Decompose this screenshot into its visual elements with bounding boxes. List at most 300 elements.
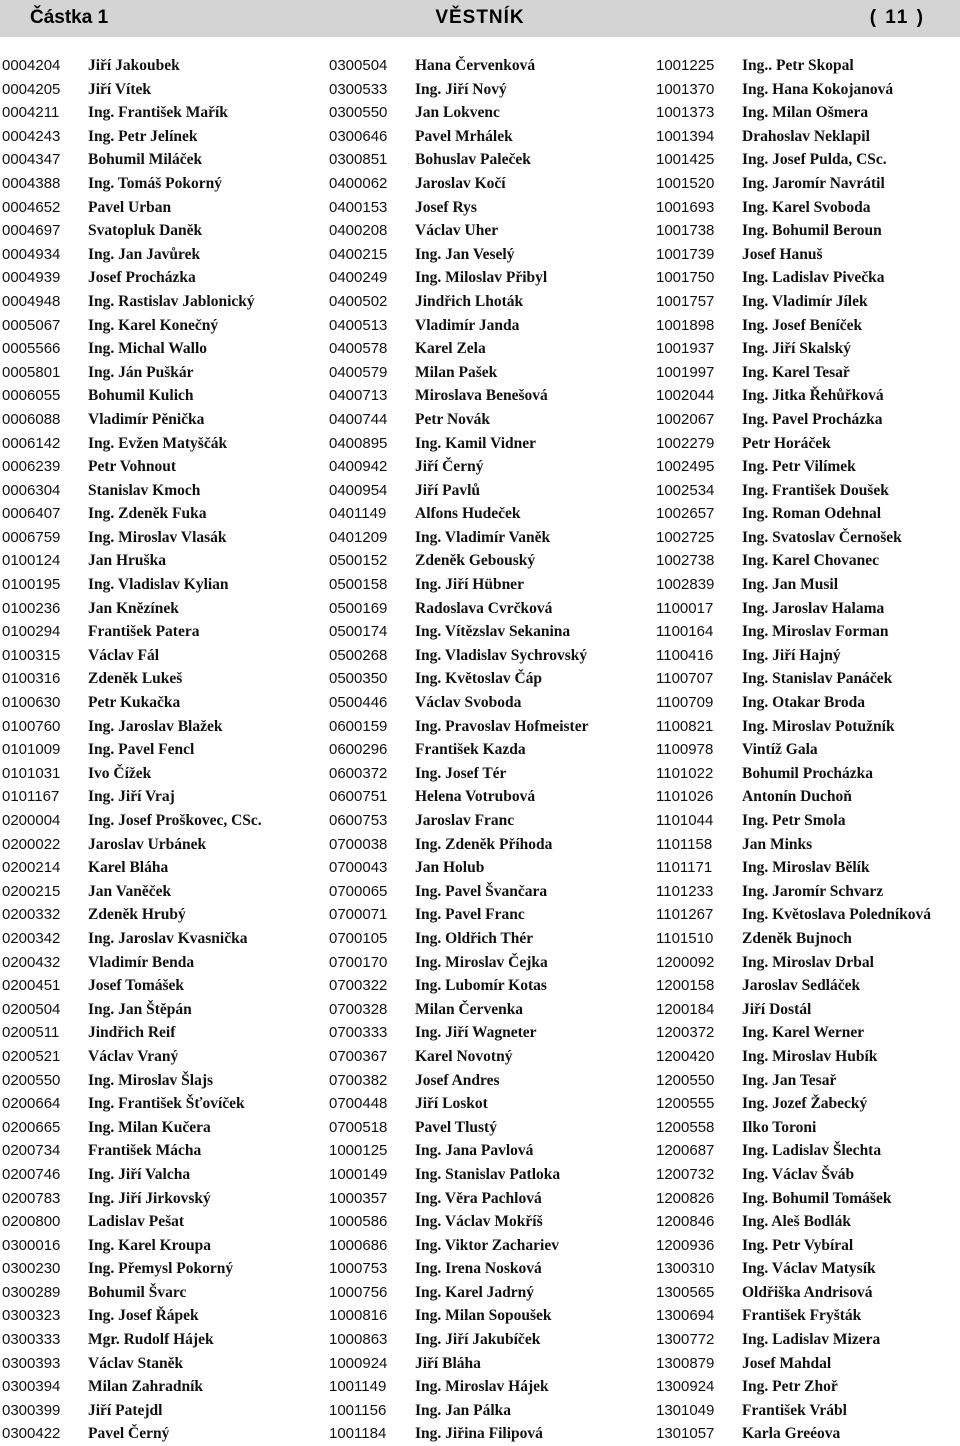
list-item — [2, 856, 242, 880]
list-item — [656, 526, 902, 550]
list-item — [329, 1092, 569, 1116]
registration-code: 0300851 — [329, 151, 388, 169]
person-name: Milan Pašek — [415, 363, 498, 381]
person-name: Václav Fál — [88, 646, 160, 664]
registration-code: 0200511 — [2, 1024, 60, 1042]
person-name: Jiří Vítek — [88, 80, 151, 98]
list-column-1 — [2, 54, 262, 1446]
registration-code: 0400208 — [329, 222, 388, 240]
list-item — [329, 1422, 569, 1446]
list-item — [2, 502, 242, 526]
registration-code: 1002067 — [656, 410, 715, 428]
list-item — [656, 927, 896, 951]
person-name: Josef Tomášek — [88, 977, 185, 995]
registration-code: 1002725 — [656, 528, 715, 546]
list-item — [329, 738, 569, 762]
person-name: Ing. Josef Proškovec, CSc. — [88, 812, 262, 829]
person-name: Jan Holub — [415, 859, 485, 877]
list-item — [656, 337, 896, 361]
registration-code: 0700328 — [329, 1000, 388, 1018]
registration-code: 0200504 — [2, 1000, 61, 1018]
person-name: Ing. Jaroslav Halama — [742, 599, 885, 617]
person-name: Ing. Pravoslav Hofmeister — [415, 717, 589, 735]
person-name: Zdeněk Gebouský — [415, 552, 536, 570]
person-name: Ing. Lubomír Kotas — [415, 977, 547, 995]
list-item — [329, 1234, 569, 1258]
person-name: Ing. Jan Štěpán — [88, 1000, 192, 1018]
registration-code: 1200936 — [656, 1236, 715, 1254]
person-name: Zdeněk Bujnoch — [742, 929, 852, 947]
person-name: Jiří Jakoubek — [88, 57, 180, 74]
person-name: Milan Zahradník — [88, 1378, 203, 1396]
person-name: Ing. Václav Šváb — [742, 1165, 855, 1183]
person-name: Josef Mahdal — [742, 1354, 832, 1372]
list-item — [656, 290, 896, 314]
person-name: Jiří Pavlů — [415, 481, 481, 499]
registration-code: 1300879 — [656, 1354, 715, 1372]
list-item — [656, 903, 932, 927]
person-name: Jan Lokvenc — [415, 104, 500, 122]
registration-code: 0200332 — [2, 906, 61, 924]
list-item — [2, 1234, 242, 1258]
list-item — [2, 479, 242, 503]
list-item — [656, 1399, 896, 1423]
list-item — [656, 833, 896, 857]
registration-code: 0200022 — [2, 835, 61, 853]
registration-code: 0100236 — [2, 599, 61, 617]
registration-code: 0700448 — [329, 1095, 388, 1113]
person-name: Ing. Miroslav Hájek — [415, 1378, 549, 1396]
person-name: Pavel Urban — [88, 198, 172, 216]
registration-code: 1300310 — [656, 1260, 715, 1278]
list-item — [329, 78, 569, 102]
person-name: Ing. Pavel Procházka — [742, 410, 883, 428]
registration-code: 0400153 — [329, 198, 388, 216]
person-name: Ing. Bohumil Beroun — [742, 222, 882, 240]
registration-code: 0600753 — [329, 812, 388, 829]
registration-code: 0400578 — [329, 340, 388, 358]
person-name: Ing. Květoslava Poledníková — [742, 906, 932, 924]
registration-code: 0300646 — [329, 127, 388, 145]
list-item — [329, 856, 569, 880]
list-item — [656, 408, 896, 432]
registration-code: 0006088 — [2, 410, 61, 428]
person-name: Ing. Miroslav Šlajs — [88, 1071, 214, 1089]
person-name: Josef Rys — [415, 198, 477, 216]
registration-code: 1002534 — [656, 481, 715, 499]
list-item — [329, 479, 569, 503]
person-name: Ing. Pavel Fencl — [88, 741, 195, 759]
list-item — [656, 1069, 896, 1093]
registration-code: 1100017 — [656, 599, 714, 617]
list-item — [2, 266, 242, 290]
list-item — [2, 738, 242, 762]
person-name: Ing. Věra Pachlová — [415, 1189, 542, 1207]
registration-code: 0006759 — [2, 528, 61, 546]
list-item — [329, 809, 569, 833]
registration-code: 1301049 — [656, 1401, 715, 1419]
registration-code: 0500446 — [329, 694, 388, 712]
person-name: Václav Vraný — [88, 1047, 179, 1065]
person-name: Ing. Roman Odehnal — [742, 505, 882, 523]
list-item — [2, 1352, 242, 1376]
person-name: Ing. Irena Nosková — [415, 1260, 542, 1278]
person-name: Stanislav Kmoch — [88, 481, 201, 499]
person-name: Karel Novotný — [415, 1047, 513, 1065]
registration-code: 1000149 — [329, 1165, 388, 1183]
person-name: Jindřich Reif — [88, 1024, 176, 1042]
list-column-2 — [329, 54, 589, 1446]
person-name: Jiří Loskot — [415, 1095, 488, 1113]
registration-code: 0004204 — [2, 57, 61, 74]
list-item — [329, 1328, 569, 1352]
person-name: Vladimír Janda — [415, 316, 520, 334]
list-item — [329, 691, 569, 715]
person-name: Ing. Jaromír Schvarz — [742, 882, 884, 900]
person-name: Ing. Miroslav Drbal — [742, 953, 874, 971]
registration-code: 1200555 — [656, 1095, 715, 1113]
list-item — [2, 1281, 242, 1305]
person-name: Ing. Jana Pavlová — [415, 1142, 534, 1160]
list-item — [656, 620, 896, 644]
list-item — [2, 620, 242, 644]
list-item — [2, 148, 242, 172]
person-name: Ing. Jaroslav Blažek — [88, 717, 223, 735]
list-item — [2, 597, 242, 621]
list-item — [2, 455, 242, 479]
person-name: Milan Červenka — [415, 1000, 524, 1018]
list-item — [2, 290, 255, 314]
list-item — [656, 243, 896, 267]
person-name: Ing. Květoslav Čáp — [415, 670, 543, 688]
registration-code: 0004205 — [2, 80, 61, 98]
list-item — [656, 1139, 896, 1163]
list-item — [656, 361, 896, 385]
person-name: Ing. Jan Javůrek — [88, 245, 201, 263]
list-item — [2, 1187, 242, 1211]
list-item — [656, 1328, 896, 1352]
registration-code: 0005801 — [2, 363, 61, 381]
list-item — [2, 1163, 242, 1187]
person-name: Ing. Pavel Franc — [415, 906, 525, 924]
registration-code: 1001757 — [656, 292, 715, 310]
list-item — [329, 502, 569, 526]
list-item — [2, 1422, 242, 1446]
list-item — [329, 1139, 569, 1163]
registration-code: 1101171 — [656, 859, 713, 877]
registration-code: 0700170 — [329, 953, 388, 971]
registration-code: 1001738 — [656, 222, 715, 240]
list-item — [329, 927, 569, 951]
registration-code: 1200687 — [656, 1142, 715, 1160]
person-name: Ing. Vladimír Jílek — [742, 292, 868, 310]
list-item — [2, 1210, 242, 1234]
registration-code: 0700071 — [329, 906, 388, 924]
registration-code: 0500152 — [329, 552, 388, 570]
registration-code: 1000756 — [329, 1283, 388, 1301]
person-name: Ing. Miloslav Přibyl — [415, 269, 548, 287]
registration-code: 1001739 — [656, 245, 715, 263]
list-item — [329, 290, 569, 314]
registration-code: 1300694 — [656, 1307, 715, 1325]
registration-code: 0100316 — [2, 670, 61, 688]
registration-code: 0004243 — [2, 127, 61, 145]
registration-code: 0200734 — [2, 1142, 61, 1160]
person-name: Ing. Ladislav Mizera — [742, 1331, 881, 1349]
list-item — [2, 432, 242, 456]
list-item — [329, 998, 569, 1022]
person-name: Ing. Kamil Vidner — [415, 434, 537, 452]
list-item — [2, 314, 242, 338]
person-name: Ing. František Mařík — [88, 104, 228, 122]
person-name: Ladislav Pešat — [88, 1213, 185, 1231]
registration-code: 1200372 — [656, 1024, 715, 1042]
list-item — [329, 1352, 569, 1376]
registration-code: 0004347 — [2, 151, 61, 169]
registration-code: 1200184 — [656, 1000, 715, 1018]
list-item — [2, 219, 242, 243]
registration-code: 0500174 — [329, 623, 388, 641]
registration-code: 1000357 — [329, 1189, 388, 1207]
registration-code: 1001394 — [656, 127, 715, 145]
person-name: Ing. Petr Smola — [742, 812, 846, 829]
registration-code: 1001750 — [656, 269, 715, 287]
list-item — [656, 1210, 896, 1234]
list-item — [656, 809, 896, 833]
person-name: Jan Hruška — [88, 552, 166, 570]
registration-code: 1001937 — [656, 340, 715, 358]
registration-code: 1001156 — [329, 1401, 387, 1419]
list-item — [329, 951, 569, 975]
registration-code: 0100294 — [2, 623, 61, 641]
person-name: Bohumil Švarc — [88, 1283, 187, 1301]
person-name: Ing. Pavel Švančara — [415, 882, 548, 900]
list-item — [2, 78, 242, 102]
list-item — [656, 1187, 896, 1211]
registration-code: 0100124 — [2, 552, 61, 570]
list-item — [2, 785, 242, 809]
person-name: Ing. Jiří Valcha — [88, 1165, 191, 1183]
registration-code: 0600296 — [329, 741, 388, 759]
registration-code: 0700333 — [329, 1024, 388, 1042]
registration-code: 1000924 — [329, 1354, 388, 1372]
list-item — [329, 196, 569, 220]
list-item — [656, 880, 896, 904]
registration-code: 0400579 — [329, 363, 388, 381]
list-item — [2, 549, 242, 573]
list-item — [329, 667, 569, 691]
person-name: Jaroslav Urbánek — [88, 835, 207, 853]
registration-code: 0700322 — [329, 977, 388, 995]
list-item — [329, 833, 569, 857]
list-item — [656, 196, 896, 220]
person-name: Ing. Petr Zhoř — [742, 1378, 838, 1396]
list-item — [329, 1399, 569, 1423]
registration-code: 0200800 — [2, 1213, 61, 1231]
registration-code: 0700518 — [329, 1118, 388, 1136]
registration-code: 0300422 — [2, 1425, 61, 1443]
registration-code: 0400513 — [329, 316, 388, 334]
list-item — [329, 219, 569, 243]
registration-code: 1001149 — [329, 1378, 387, 1396]
list-item — [329, 361, 569, 385]
list-item — [2, 809, 262, 833]
person-name: Ing. Jan Tesař — [742, 1071, 837, 1089]
list-item — [656, 1234, 896, 1258]
list-item — [329, 762, 569, 786]
registration-code: 1300924 — [656, 1378, 715, 1396]
registration-code: 1101158 — [656, 835, 713, 853]
person-name: Ing. Karel Jadrný — [415, 1283, 534, 1301]
registration-code: 0401209 — [329, 528, 388, 546]
registration-code: 0500169 — [329, 599, 388, 617]
person-name: Ing. Jiří Vraj — [88, 788, 175, 806]
list-item — [2, 1257, 242, 1281]
person-name: Ing. Miroslav Forman — [742, 623, 889, 641]
registration-code: 0004948 — [2, 292, 61, 310]
list-item — [2, 1092, 245, 1116]
list-item — [2, 1375, 242, 1399]
list-item — [2, 880, 242, 904]
person-name: Ing. Vladislav Sychrovský — [415, 646, 588, 664]
list-item — [2, 1069, 242, 1093]
person-name: Jan Vaněček — [88, 882, 172, 900]
person-name: Ing. Petr Jelínek — [88, 127, 198, 145]
list-item — [2, 384, 242, 408]
person-name: Jaroslav Franc — [415, 812, 515, 829]
person-name: Jiří Černý — [415, 458, 484, 476]
registration-code: 0300289 — [2, 1283, 61, 1301]
person-name: Ing. Vítězslav Sekanina — [415, 623, 571, 641]
list-item — [329, 384, 569, 408]
registration-code: 0600372 — [329, 764, 388, 782]
registration-code: 0200004 — [2, 812, 61, 829]
list-item — [656, 1422, 896, 1446]
registration-code: 1002738 — [656, 552, 715, 570]
list-item — [656, 54, 896, 78]
list-item — [656, 856, 896, 880]
registration-code: 1001373 — [656, 104, 715, 122]
person-name: Ivo Čížek — [88, 764, 152, 782]
person-name: Ing. Jitka Řehůřková — [742, 387, 884, 405]
list-item — [329, 54, 569, 78]
person-name: Ing. Karel Tesař — [742, 363, 850, 381]
person-name: Karel Bláha — [88, 859, 169, 877]
registration-code: 0005566 — [2, 340, 61, 358]
person-name: Ing. Jan Veselý — [415, 245, 515, 263]
person-name: Ing. Miroslav Čejka — [415, 953, 548, 971]
list-item — [656, 1304, 896, 1328]
registration-code: 1100707 — [656, 670, 714, 688]
person-name: Jaroslav Kočí — [415, 174, 506, 192]
registration-code: 1101267 — [656, 906, 714, 924]
person-name: Karla Greéova — [742, 1425, 841, 1443]
person-name: Bohumil Kulich — [88, 387, 194, 405]
person-name: Ing. Ladislav Pivečka — [742, 269, 885, 287]
registration-code: 1101026 — [656, 788, 714, 806]
list-item — [329, 1281, 569, 1305]
list-item — [656, 597, 896, 621]
registration-code: 0200521 — [2, 1047, 61, 1065]
registration-code: 0400744 — [329, 410, 388, 428]
registration-code: 0006142 — [2, 434, 61, 452]
person-name: Ing. Milan Kučera — [88, 1118, 211, 1136]
person-name: Ing. František Šťovíček — [88, 1095, 245, 1113]
person-name: Ing. Karel Konečný — [88, 316, 219, 334]
list-item — [656, 1092, 896, 1116]
list-item — [329, 1187, 569, 1211]
registration-code: 0006304 — [2, 481, 61, 499]
list-item — [656, 549, 896, 573]
list-item — [2, 998, 242, 1022]
person-name: Ing. Michal Wallo — [88, 340, 207, 358]
registration-code: 0300323 — [2, 1307, 61, 1325]
person-name: Jiří Dostál — [742, 1000, 812, 1018]
registration-code: 0200665 — [2, 1118, 61, 1136]
list-item — [2, 243, 242, 267]
list-item — [2, 101, 242, 125]
person-name: Ing. Josef Řápek — [88, 1307, 199, 1325]
list-item — [329, 573, 569, 597]
list-item — [656, 998, 896, 1022]
registration-code: 0005067 — [2, 316, 61, 334]
person-name: Ing. Zdeněk Fuka — [88, 505, 207, 523]
person-name: Ing. Milan Ošmera — [742, 104, 869, 122]
person-name: Oldřiška Andrisová — [742, 1283, 873, 1301]
registration-code: 0300550 — [329, 104, 388, 122]
list-item — [656, 738, 896, 762]
list-item — [2, 1139, 242, 1163]
list-item — [329, 715, 589, 739]
list-item — [2, 1116, 242, 1140]
registration-code: 0004388 — [2, 174, 61, 192]
person-name: Alfons Hudeček — [415, 505, 521, 523]
list-item — [656, 148, 896, 172]
registration-code: 0200451 — [2, 977, 61, 995]
person-name: Ing. Jiří Wagneter — [415, 1024, 537, 1042]
list-item — [329, 1021, 569, 1045]
list-item — [329, 1375, 569, 1399]
person-name: Josef Andres — [415, 1071, 500, 1089]
registration-code: 1300565 — [656, 1283, 715, 1301]
registration-code: 1200826 — [656, 1189, 715, 1207]
list-item — [656, 78, 896, 102]
person-name: Ing. Petr Vybíral — [742, 1236, 854, 1254]
person-name: Ing. Miroslav Hubík — [742, 1047, 878, 1065]
registration-code: 1200732 — [656, 1165, 715, 1183]
list-item — [329, 526, 569, 550]
list-item — [2, 762, 242, 786]
publication-title: VĚSTNÍK — [435, 7, 525, 28]
list-item — [329, 549, 569, 573]
person-name: Josef Hanuš — [742, 245, 823, 263]
list-item — [2, 361, 242, 385]
registration-code: 0300393 — [2, 1354, 61, 1372]
person-name: Ing. Karel Kroupa — [88, 1236, 212, 1254]
person-name: Ing. Evžen Matyščák — [88, 434, 228, 452]
list-item — [656, 219, 896, 243]
list-item — [2, 196, 242, 220]
list-item — [329, 266, 569, 290]
registration-code: 1002044 — [656, 387, 715, 405]
person-name: Petr Novák — [415, 410, 491, 428]
person-name: Václav Svoboda — [415, 694, 522, 712]
registration-code: 1001520 — [656, 174, 715, 192]
list-item — [656, 1045, 896, 1069]
registration-code: 0006055 — [2, 387, 61, 405]
list-item — [329, 1257, 569, 1281]
person-name: Ing. Jaromír Navrátil — [742, 174, 885, 192]
